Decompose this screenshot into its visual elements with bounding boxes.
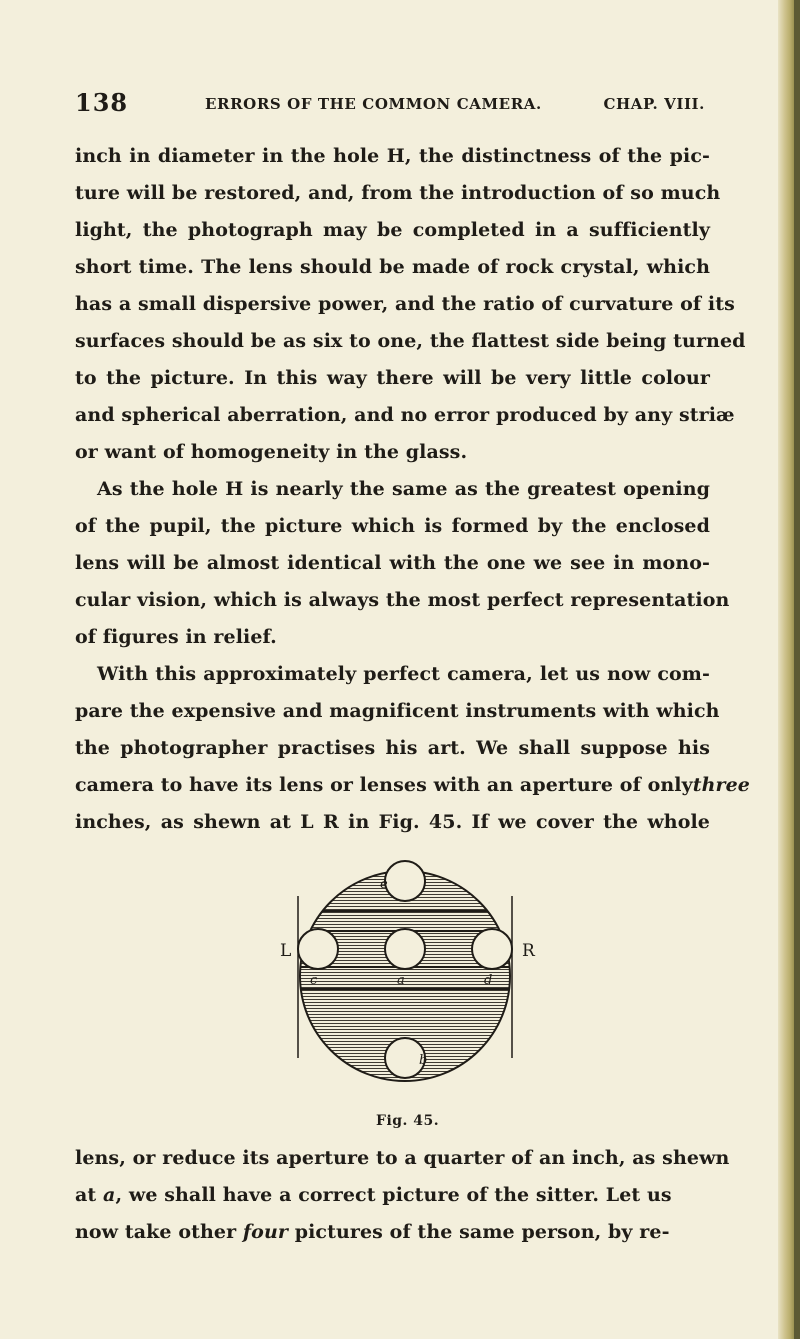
figure-caption: Fig. 45. — [376, 1113, 440, 1129]
aperture-d — [472, 929, 512, 969]
text-line: pare the expensive and magnificent instruments with which — [75, 700, 720, 722]
text-line: to the picture. In this way there will be very little colour — [75, 367, 710, 389]
text-line: of figures in relief. — [75, 626, 277, 648]
text-line: With this approximately perfect camera, let us now com- — [97, 663, 710, 685]
text-line: or want of homogeneity in the glass. — [75, 441, 468, 463]
text-line: As the hole H is nearly the same as the greatest opening — [97, 478, 710, 500]
text-line: cular vision, which is always the most perfect representation — [75, 589, 730, 611]
aperture-c — [298, 929, 338, 969]
page-edge-dark — [794, 0, 800, 1339]
running-header — [75, 88, 705, 120]
text-line: has a small dispersive power, and the ratio of curvature of its — [75, 293, 735, 315]
text-line: lens, or reduce its aperture to a quarter of an inch, as shewn — [75, 1147, 730, 1169]
text-line: ture will be restored, and, from the introduction of so much — [75, 182, 721, 204]
text-line: and spherical aberration, and no error produced by any striæ — [75, 404, 735, 426]
text-segment: pictures of the same person, by re- — [294, 1221, 670, 1243]
chapter-label: CHAP. VIII. — [603, 95, 705, 113]
text-line: the photographer practises his art. We shall suppose his — [75, 737, 710, 759]
italic-word: a — [103, 1184, 116, 1206]
running-title: ERRORS OF THE COMMON CAMERA. — [205, 95, 542, 113]
label-b: b — [419, 1053, 428, 1068]
text-segment: now take other — [75, 1221, 237, 1243]
label-r: R — [522, 941, 535, 961]
aperture-a — [385, 929, 425, 969]
text-line: short time. The lens should be made of rock crystal, which — [75, 256, 710, 278]
text-line — [75, 1221, 670, 1243]
text-segment: , we shall have a correct picture of the sitter. Let us — [115, 1184, 672, 1206]
text-segment: camera to have its lens or lenses with an aperture of only — [75, 774, 693, 796]
label-e: e — [380, 877, 388, 892]
text-line: lens will be almost identical with the one we see in mono- — [75, 552, 710, 574]
figure-45-diagram — [270, 848, 540, 1103]
label-c: c — [310, 973, 318, 988]
label-l: L — [280, 941, 292, 961]
text-line — [75, 774, 750, 796]
text-line: inches, as shewn at L R in Fig. 45. If we cover the whole — [75, 811, 710, 833]
text-line: surfaces should be as six to one, the flattest side being turned — [75, 330, 746, 352]
text-line — [75, 1184, 672, 1206]
label-a: a — [397, 973, 405, 988]
text-line: of the pupil, the picture which is formed by the enclosed — [75, 515, 710, 537]
label-d: d — [484, 973, 493, 988]
italic-word: four — [242, 1221, 288, 1243]
text-line: light, the photograph may be completed in a sufficiently — [75, 219, 710, 241]
aperture-e — [385, 861, 425, 901]
page-number: 138 — [75, 88, 129, 117]
text-segment: at — [75, 1184, 97, 1206]
text-line: inch in diameter in the hole H, the distinctness of the pic- — [75, 145, 710, 167]
italic-word: three — [692, 774, 750, 796]
